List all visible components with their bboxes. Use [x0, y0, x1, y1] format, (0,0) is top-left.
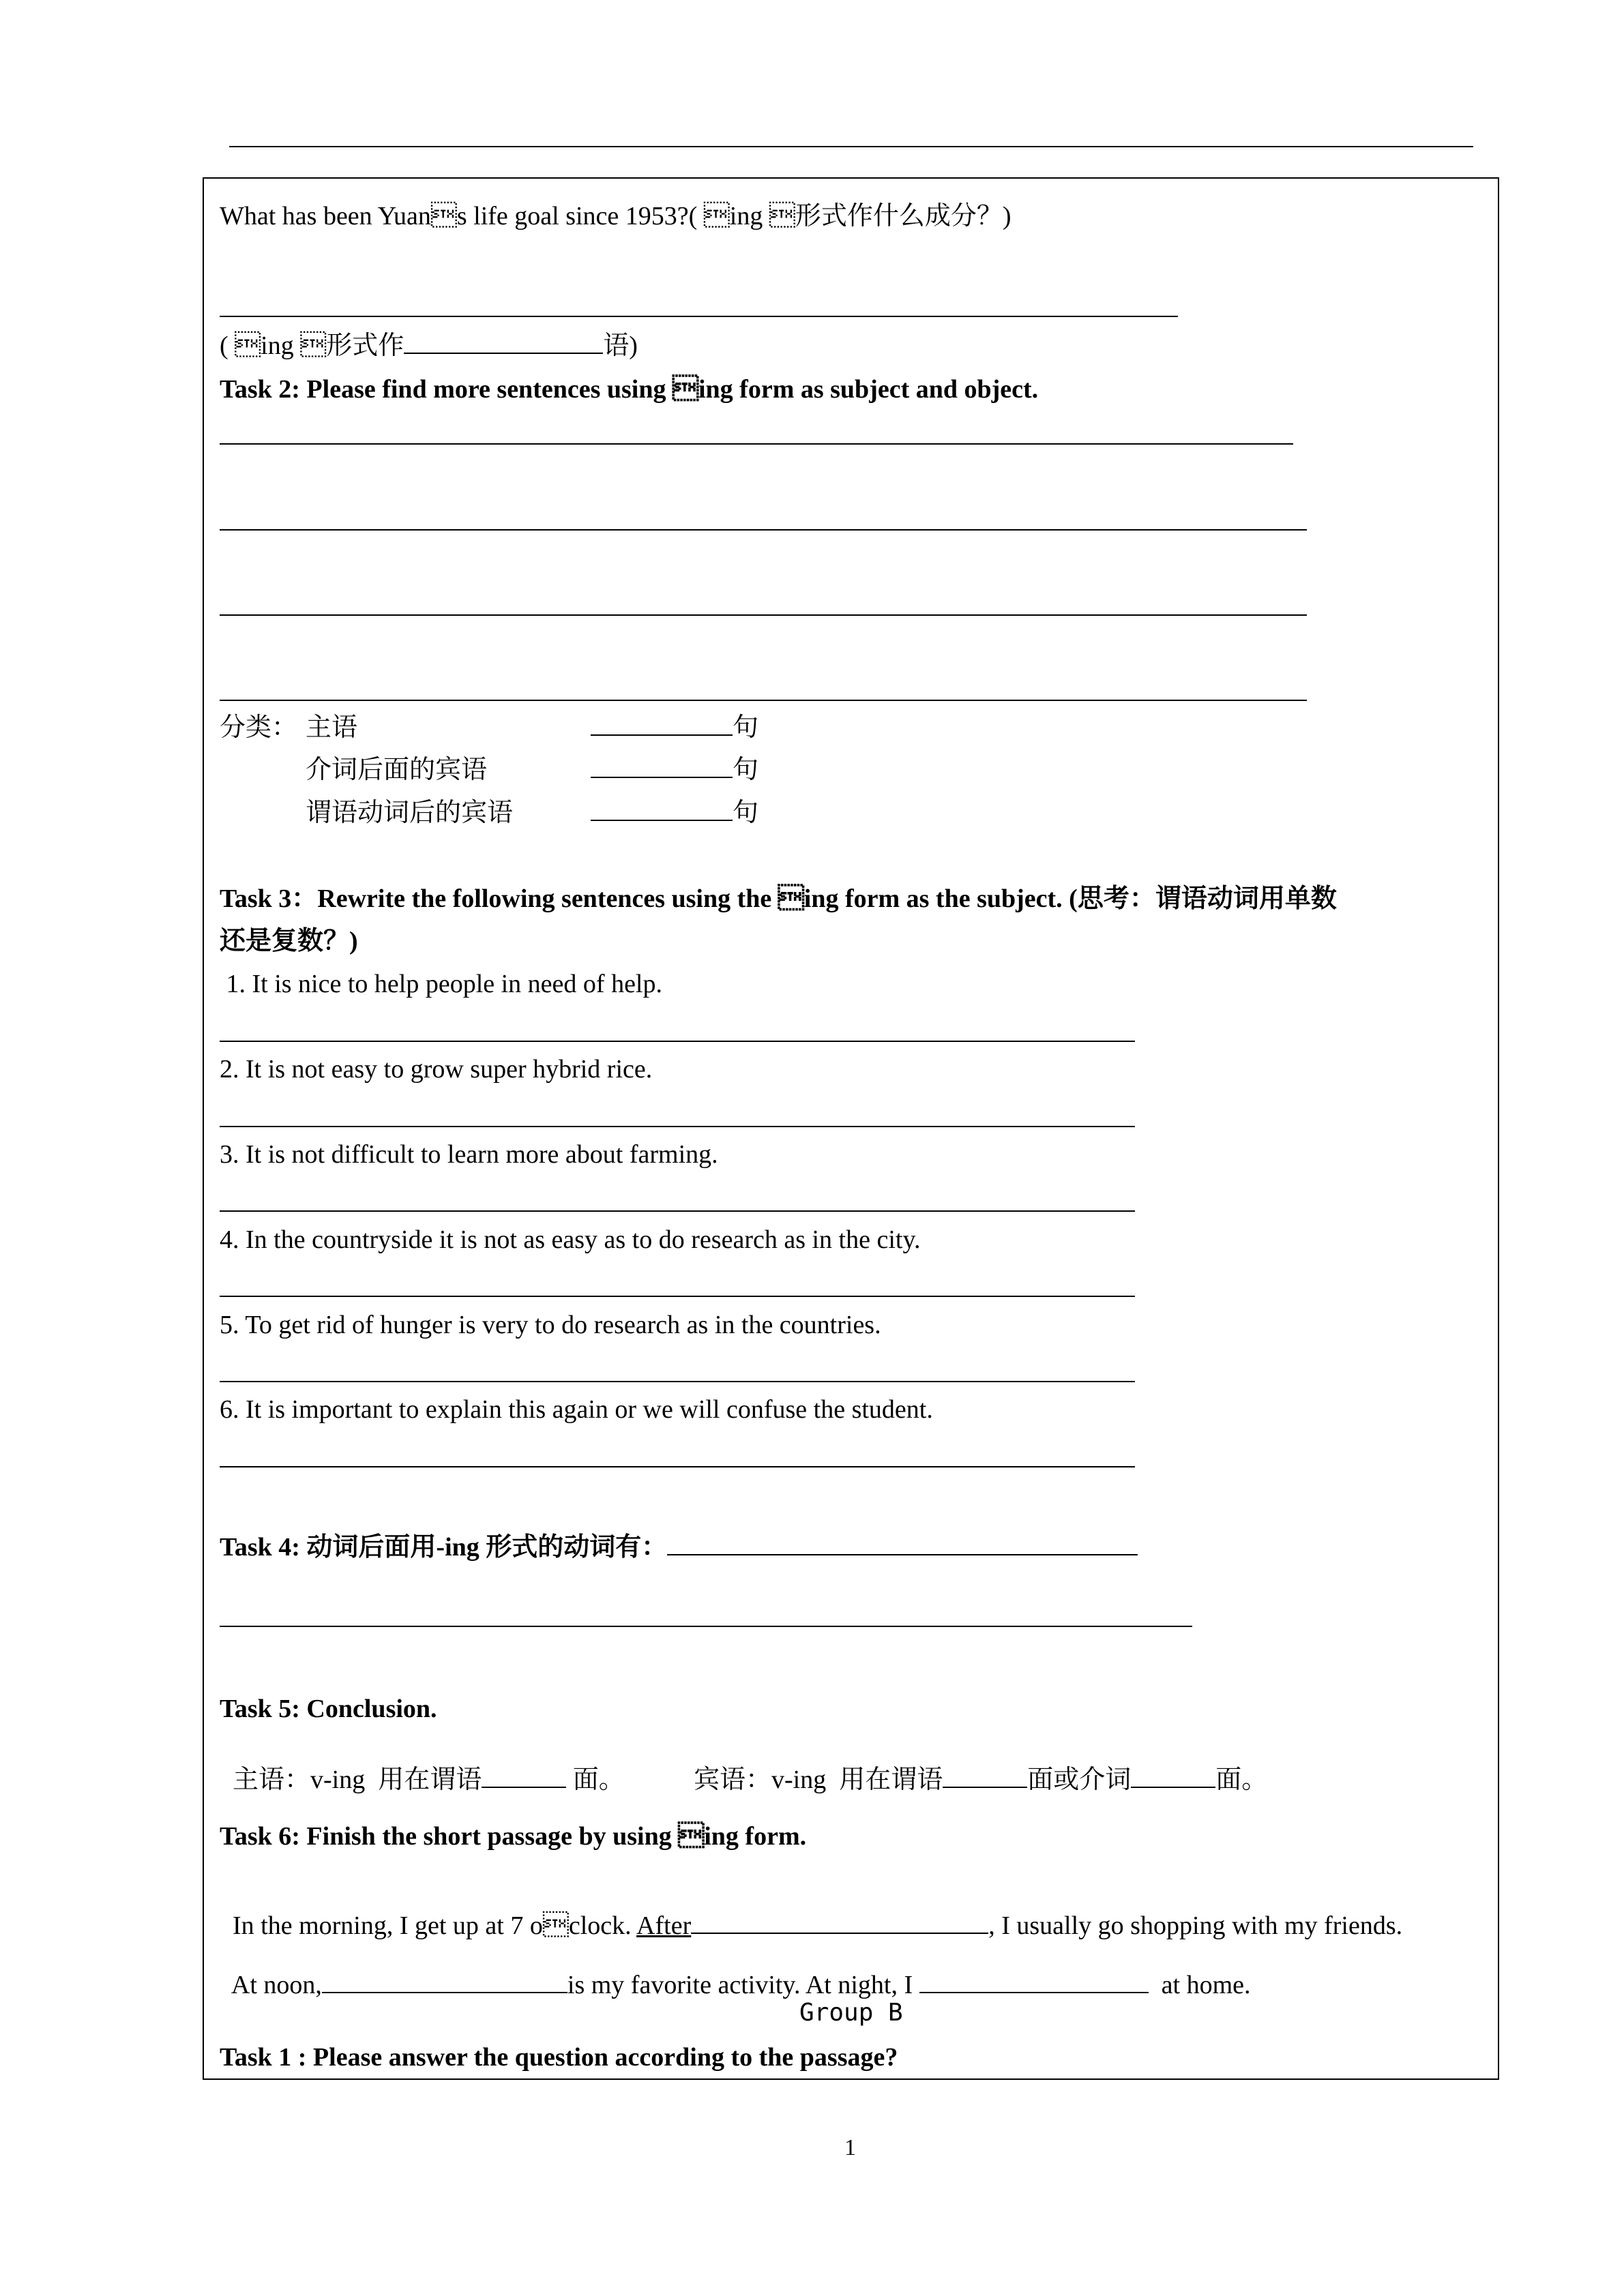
task3-title-line2: 还是复数？)	[220, 927, 358, 955]
task6-title: Task 6: Finish the short passage by using ing form.	[220, 1822, 807, 1851]
task6-after: After	[636, 1911, 692, 1940]
group-b-heading: Group B	[799, 1999, 903, 2027]
task3-sentence: 3. It is not difficult to learn more about farming.	[220, 1140, 718, 1169]
classification-name: 谓语动词后的宾语	[306, 799, 514, 827]
task2-answer-line-3[interactable]	[220, 614, 1307, 616]
classification-unit: 句	[733, 799, 759, 827]
task3-answer-line[interactable]	[220, 1296, 1135, 1297]
header-rule	[229, 146, 1473, 147]
task3-sentence: 4. In the countryside it is not as easy as to do research as in the city.	[220, 1225, 921, 1254]
task6-blank-1[interactable]	[691, 1912, 988, 1934]
task6-line2-mid: is my favorite activity. At night, I	[567, 1971, 919, 1999]
task5-object-suffix: 面。	[1215, 1765, 1268, 1794]
task5-object	[681, 1735, 1267, 1795]
task3-answer-line[interactable]	[220, 1126, 1135, 1127]
task5-subject-blank[interactable]	[482, 1766, 566, 1788]
task6-blank-2[interactable]	[322, 1971, 567, 1993]
task5-object-mid: 面或介词	[1027, 1765, 1132, 1794]
classification-unit: 句	[733, 756, 759, 784]
answer-note-suffix: 语)	[603, 331, 638, 360]
task4-title	[220, 1532, 1138, 1562]
classification-unit: 句	[733, 713, 759, 742]
classification-name: 介词后面的宾语	[306, 756, 488, 784]
task5-object-blank-1[interactable]	[943, 1766, 1027, 1788]
answer-note	[220, 331, 638, 361]
classification-row	[306, 755, 487, 785]
task6-line2-start: At noon,	[231, 1971, 322, 1999]
task5-subject-prefix: 主语：v-ing 用在谓语	[233, 1765, 482, 1794]
task3-answer-line[interactable]	[220, 1041, 1135, 1042]
task6-line2	[220, 1940, 1251, 2000]
question-text: What has been Yuans life goal since 1953?( ing 形式作什么成分？)	[220, 202, 1012, 230]
task3-answer-line[interactable]	[220, 1466, 1135, 1467]
page-number: 1	[844, 2135, 856, 2160]
classification-count	[591, 713, 758, 743]
task3-title-line1: Task 3：Rewrite the following sentences using the ing form as the subject. (思考：谓语动词用单数	[220, 884, 1337, 913]
answer-line[interactable]	[220, 316, 1178, 317]
task5-subject-suffix: 面。	[566, 1765, 625, 1794]
task6-line1	[220, 1881, 1402, 1941]
task6-line1-start: In the morning, I get up at 7 oclock.	[233, 1911, 637, 1940]
task3-sentence: 6. It is important to explain this again or we will confuse the student.	[220, 1395, 933, 1424]
task3-sentence: 1. It is nice to help people in need of help.	[220, 970, 662, 998]
classification-count	[591, 798, 758, 828]
task3-sentence: 2. It is not easy to grow super hybrid rice.	[220, 1055, 653, 1084]
task2-answer-line-2[interactable]	[220, 529, 1307, 531]
task3-answer-line[interactable]	[220, 1381, 1135, 1382]
task6-line2-end: at home.	[1148, 1971, 1251, 1999]
task4-blank[interactable]	[667, 1534, 1138, 1555]
task4-title-text: Task 4: 动词后面用-ing 形式的动词有：	[220, 1533, 668, 1562]
classification-row	[306, 798, 513, 828]
task2-title: Task 2: Please find more sentences using ing form as subject and object.	[220, 375, 1039, 404]
task5-object-blank-2[interactable]	[1131, 1766, 1215, 1788]
answer-note-prefix: ( ing 形式作	[220, 331, 404, 360]
task6-line1-end: , I usually go shopping with my friends.	[988, 1911, 1403, 1940]
answer-note-blank[interactable]	[404, 332, 603, 354]
classification-blank[interactable]	[591, 714, 733, 736]
task2-answer-line-4[interactable]	[220, 700, 1307, 701]
group-b-task1: Task 1 : Please answer the question according to the passage?	[220, 2043, 898, 2072]
task5-object-prefix: 宾语：v-ing 用在谓语	[694, 1765, 943, 1794]
task6-blank-3[interactable]	[919, 1971, 1149, 1993]
task4-answer-line[interactable]	[220, 1626, 1192, 1627]
classification-row	[306, 713, 357, 743]
task3-sentence: 5. To get rid of hunger is very to do research as in the countries.	[220, 1311, 881, 1339]
task3-answer-line[interactable]	[220, 1210, 1135, 1212]
classification-blank[interactable]	[591, 799, 733, 821]
classification-count	[591, 755, 758, 785]
task5-title: Task 5: Conclusion.	[220, 1695, 437, 1723]
classification-label: 分类：	[220, 713, 298, 742]
classification-blank[interactable]	[591, 756, 733, 778]
task2-answer-line-1[interactable]	[220, 443, 1293, 445]
task5-conclusion	[220, 1735, 625, 1795]
classification-name: 主语	[306, 713, 358, 742]
